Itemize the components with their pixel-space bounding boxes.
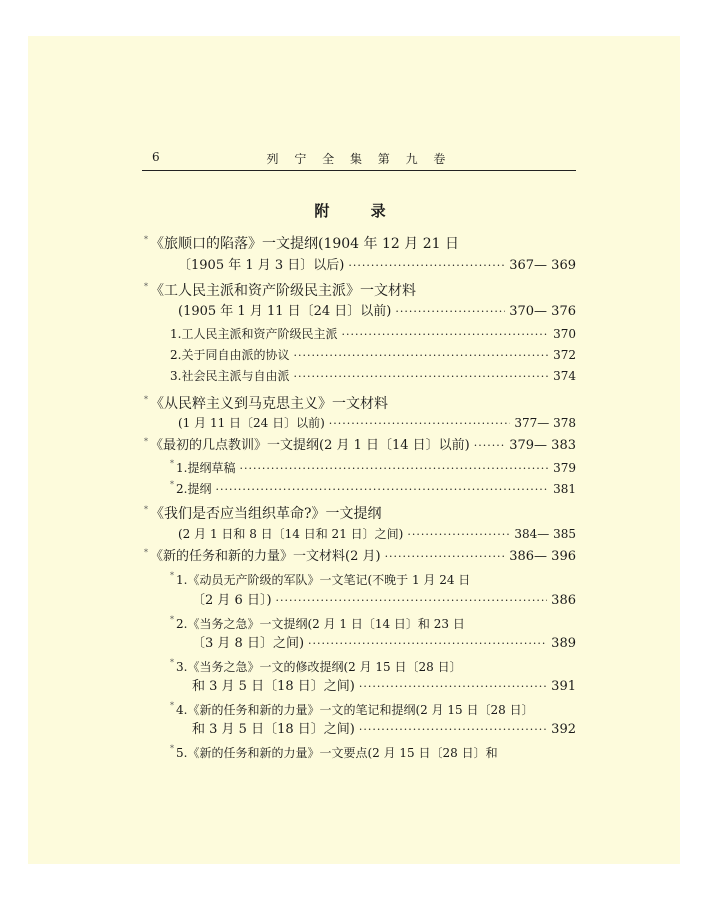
entry-title: 〔3 月 8 日〕之间)	[192, 636, 305, 651]
entry-pages: 379	[553, 461, 576, 475]
toc-entry	[176, 744, 498, 762]
toc-entry	[192, 635, 576, 653]
toc-entry	[178, 414, 576, 433]
star-mark: *	[170, 480, 174, 489]
star-mark: *	[170, 658, 174, 667]
running-title: 列 宁 全 集 第 九 卷	[266, 152, 452, 166]
entry-pages: 386— 396	[509, 549, 576, 564]
leader-dots	[293, 347, 549, 365]
star-mark: *	[144, 235, 148, 244]
star-mark: *	[170, 615, 174, 624]
entry-title: 2.关于同自由派的协议	[170, 348, 290, 362]
toc-entry	[176, 658, 462, 676]
star-mark: *	[144, 282, 148, 291]
leader-dots	[474, 437, 505, 455]
entry-title: (2 月 1 日和 8 日〔14 日和 21 日〕之间)	[178, 527, 404, 541]
entry-pages: 377— 378	[514, 416, 576, 430]
toc-entry	[176, 615, 465, 633]
entry-title: 《从民粹主义到马克思主义》一文材料	[150, 396, 388, 412]
star-mark: *	[144, 437, 148, 446]
toc-entry	[150, 437, 576, 455]
toc-entry	[170, 325, 576, 344]
star-mark: *	[144, 548, 148, 557]
entry-pages: 370	[553, 327, 576, 341]
entry-pages: 392	[551, 722, 576, 737]
entry-title: 3.《当务之急》一文的修改提纲(2 月 15 日〔28 日〕	[176, 660, 462, 674]
toc-entry	[150, 235, 459, 253]
section-title: 附 录	[314, 202, 404, 220]
leader-dots	[293, 368, 549, 386]
leader-dots	[395, 303, 505, 321]
entry-pages: 384— 385	[514, 527, 576, 541]
leader-dots	[341, 326, 549, 344]
entry-title: 《最初的几点教训》一文提纲(2 月 1 日〔14 日〕以前)	[150, 438, 470, 453]
toc-entry	[176, 571, 470, 589]
entry-pages: 389	[551, 636, 576, 651]
toc-entry	[192, 678, 576, 696]
entry-title: 3.社会民主派与自由派	[170, 369, 290, 383]
entry-pages: 367— 369	[509, 258, 576, 273]
entry-title: 《新的任务和新的力量》一文材料(2 月)	[150, 549, 381, 564]
leader-dots	[308, 635, 547, 653]
leader-dots	[385, 548, 506, 566]
toc-entry	[170, 346, 576, 365]
entry-pages: 391	[551, 679, 576, 694]
leader-dots	[329, 415, 511, 433]
entry-title: 1.工人民主派和资产阶级民主派	[170, 327, 338, 341]
toc-entry	[178, 257, 576, 275]
toc-entry	[192, 592, 576, 610]
star-mark: *	[170, 701, 174, 710]
entry-pages: 372	[553, 348, 576, 362]
entry-pages: 381	[553, 482, 576, 496]
toc-entry	[176, 480, 576, 499]
entry-pages: 374	[553, 369, 576, 383]
entry-pages: 386	[551, 593, 576, 608]
leader-dots	[348, 257, 505, 275]
page-number: 6	[152, 150, 160, 164]
entry-title: 5.《新的任务和新的力量》一文要点(2 月 15 日〔28 日〕和	[176, 746, 498, 760]
leader-dots	[359, 721, 547, 739]
star-mark: *	[170, 571, 174, 580]
toc-entry	[150, 505, 382, 523]
star-mark: *	[170, 744, 174, 753]
entry-title: 《旅顺口的陷落》一文提纲(1904 年 12 月 21 日	[150, 236, 459, 252]
entry-pages: 370— 376	[509, 304, 576, 319]
entry-pages: 379— 383	[509, 438, 576, 453]
entry-title: 和 3 月 5 日〔18 日〕之间)	[192, 679, 355, 694]
toc-entry	[178, 525, 576, 544]
entry-title: 1.《动员无产阶级的军队》一文笔记(不晚于 1 月 24 日	[176, 573, 471, 587]
toc-entry	[150, 282, 416, 300]
entry-title: 《我们是否应当组织革命?》一文提纲	[150, 506, 382, 522]
entry-title: 和 3 月 5 日〔18 日〕之间)	[192, 722, 355, 737]
toc-entry	[176, 701, 534, 719]
leader-dots	[359, 678, 547, 696]
leader-dots	[407, 526, 510, 544]
toc-entry	[176, 459, 576, 478]
star-mark: *	[144, 505, 148, 514]
entry-title: 2.《当务之急》一文提纲(2 月 1 日〔14 日〕和 23 日	[176, 617, 465, 631]
toc-entry	[170, 367, 576, 386]
toc-entry	[192, 721, 576, 739]
star-mark: *	[144, 395, 148, 404]
entry-title: 〔2 月 6 日〕)	[192, 593, 272, 608]
entry-title: 《工人民主派和资产阶级民主派》一文材料	[150, 283, 416, 299]
entry-title: 2.提纲	[176, 482, 212, 496]
entry-title: 〔1905 年 1 月 3 日〕以后)	[178, 258, 345, 273]
star-mark: *	[170, 459, 174, 468]
leader-dots	[215, 481, 549, 499]
entry-title: 4.《新的任务和新的力量》一文的笔记和提纲(2 月 15 日〔28 日〕	[176, 703, 534, 717]
toc-entry	[150, 395, 388, 413]
toc-entry	[150, 548, 576, 566]
toc-entry	[178, 303, 576, 321]
leader-dots	[239, 460, 549, 478]
leader-dots	[276, 592, 548, 610]
entry-title: 1.提纲草稿	[176, 461, 236, 475]
page-header	[142, 150, 576, 171]
entry-title: (1 月 11 日〔24 日〕以前)	[178, 416, 325, 430]
entry-title: (1905 年 1 月 11 日〔24 日〕以前)	[178, 304, 392, 319]
